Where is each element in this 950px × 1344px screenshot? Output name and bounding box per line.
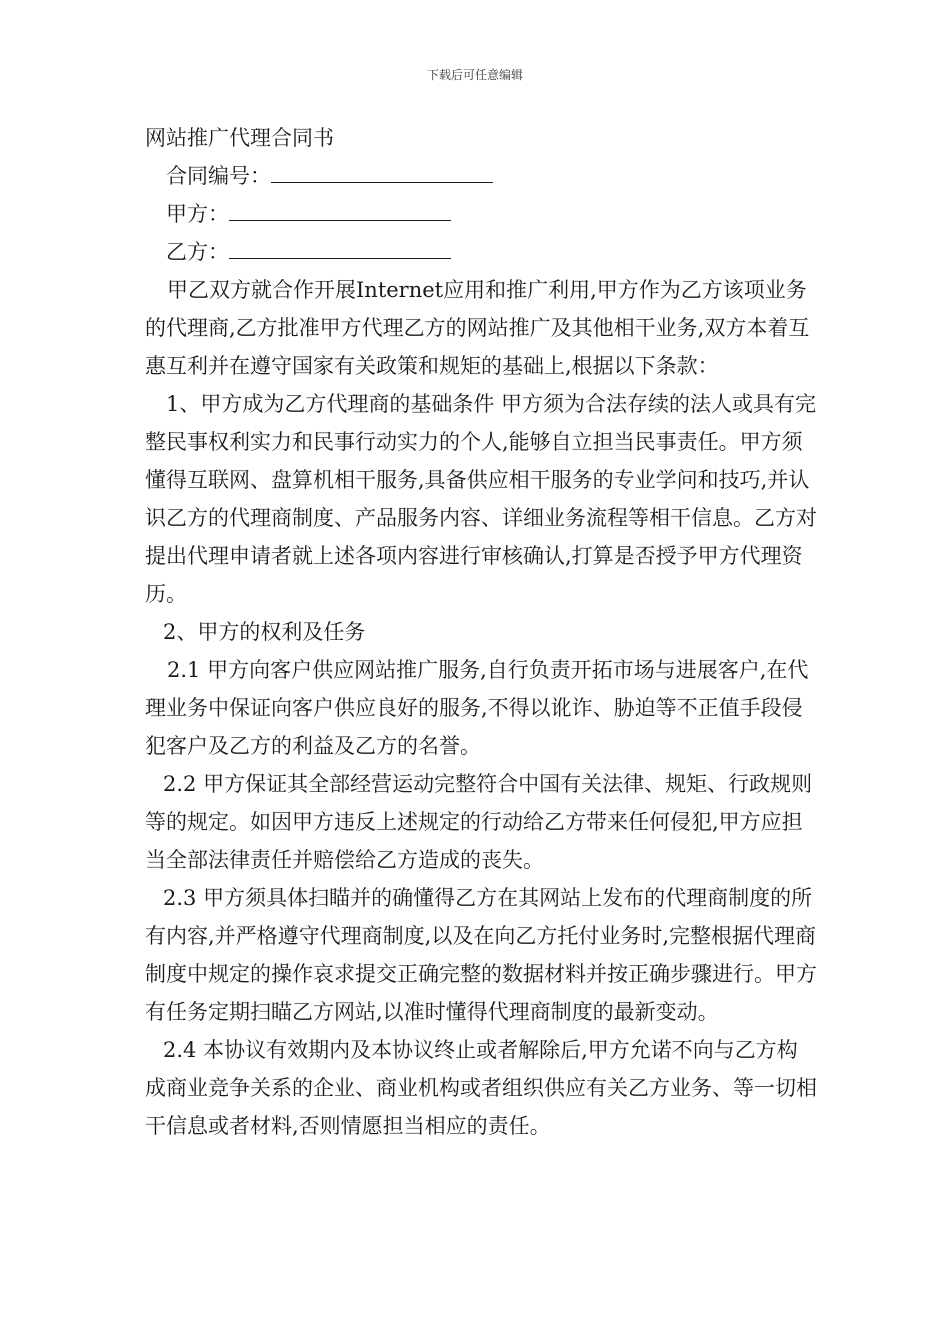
party-a-field	[145, 195, 817, 233]
contract-document	[145, 119, 817, 1145]
party-b-field	[145, 233, 817, 271]
intro-paragraph: 甲乙双方就合作开展Internet应用和推广利用,甲方作为乙方该项业务的代理商,乙方批准甲方代理乙方的网站推广及其他相干业务,双方本着互惠互利并在遵守国家有关政策和规矩的基础上,根据以下条款：	[145, 278, 810, 378]
page-header-note: 下载后可任意编辑	[426, 68, 523, 82]
clause-2-3-paragraph: 2.3 甲方须具体扫瞄并的确懂得乙方在其网站上发布的代理商制度的所有内容,并严格遵守代理商制度,以及在向乙方托付业务时,完整根据代理商制度中规定的操作哀求提交正确完整的数据材料并按正确步骤进行。甲方有任务定期扫瞄乙方网站,以准时懂得代理商制度的最新变动。	[145, 886, 817, 1024]
clause-2-2-paragraph: 2.2 甲方保证其全部经营运动完整符合中国有关法律、规矩、行政规则等的规定。如因甲方违反上述规定的行动给乙方带来任何侵犯,甲方应担当全部法律责任并赔偿给乙方造成的丧失。	[145, 772, 813, 872]
contract-number-label: 合同编号：	[166, 164, 271, 188]
clause-2-1-paragraph: 2.1 甲方向客户供应网站推广服务,自行负责开拓市场与进展客户,在代理业务中保证向客户供应良好的服务,不得以讹诈、胁迫等不正值手段侵犯客户及乙方的利益及乙方的名誉。	[145, 658, 809, 758]
clause-2-4-paragraph: 2.4 本协议有效期内及本协议终止或者解除后,甲方允诺不向与乙方构成商业竞争关系的企业、商业机构或者组织供应有关乙方业务、等一切相干信息或者材料,否则情愿担当相应的责任。	[145, 1038, 817, 1138]
clause-2-heading: 2、甲方的权利及任务	[163, 620, 366, 644]
party-a-label: 甲方：	[166, 202, 229, 226]
contract-number-field	[145, 157, 817, 195]
clause-1-paragraph: 1、甲方成为乙方代理商的基础条件 甲方须为合法存续的法人或具有完整民事权利实力和民事行动实力的个人,能够自立担当民事责任。甲方须懂得互联网、盘算机相干服务,具备供应相干服务的专业学问和技巧,并认识乙方的代理商制度、产品服务内容、详细业务流程等相干信息。乙方对提出代理申请者就上述各项内容进行审核确认,打算是否授予甲方代理资历。	[145, 392, 817, 606]
document-title: 网站推广代理合同书	[145, 126, 334, 150]
party-a-blank[interactable]	[229, 196, 451, 221]
contract-number-blank[interactable]	[271, 158, 493, 183]
party-b-blank[interactable]	[229, 234, 451, 259]
party-b-label: 乙方：	[166, 240, 229, 264]
